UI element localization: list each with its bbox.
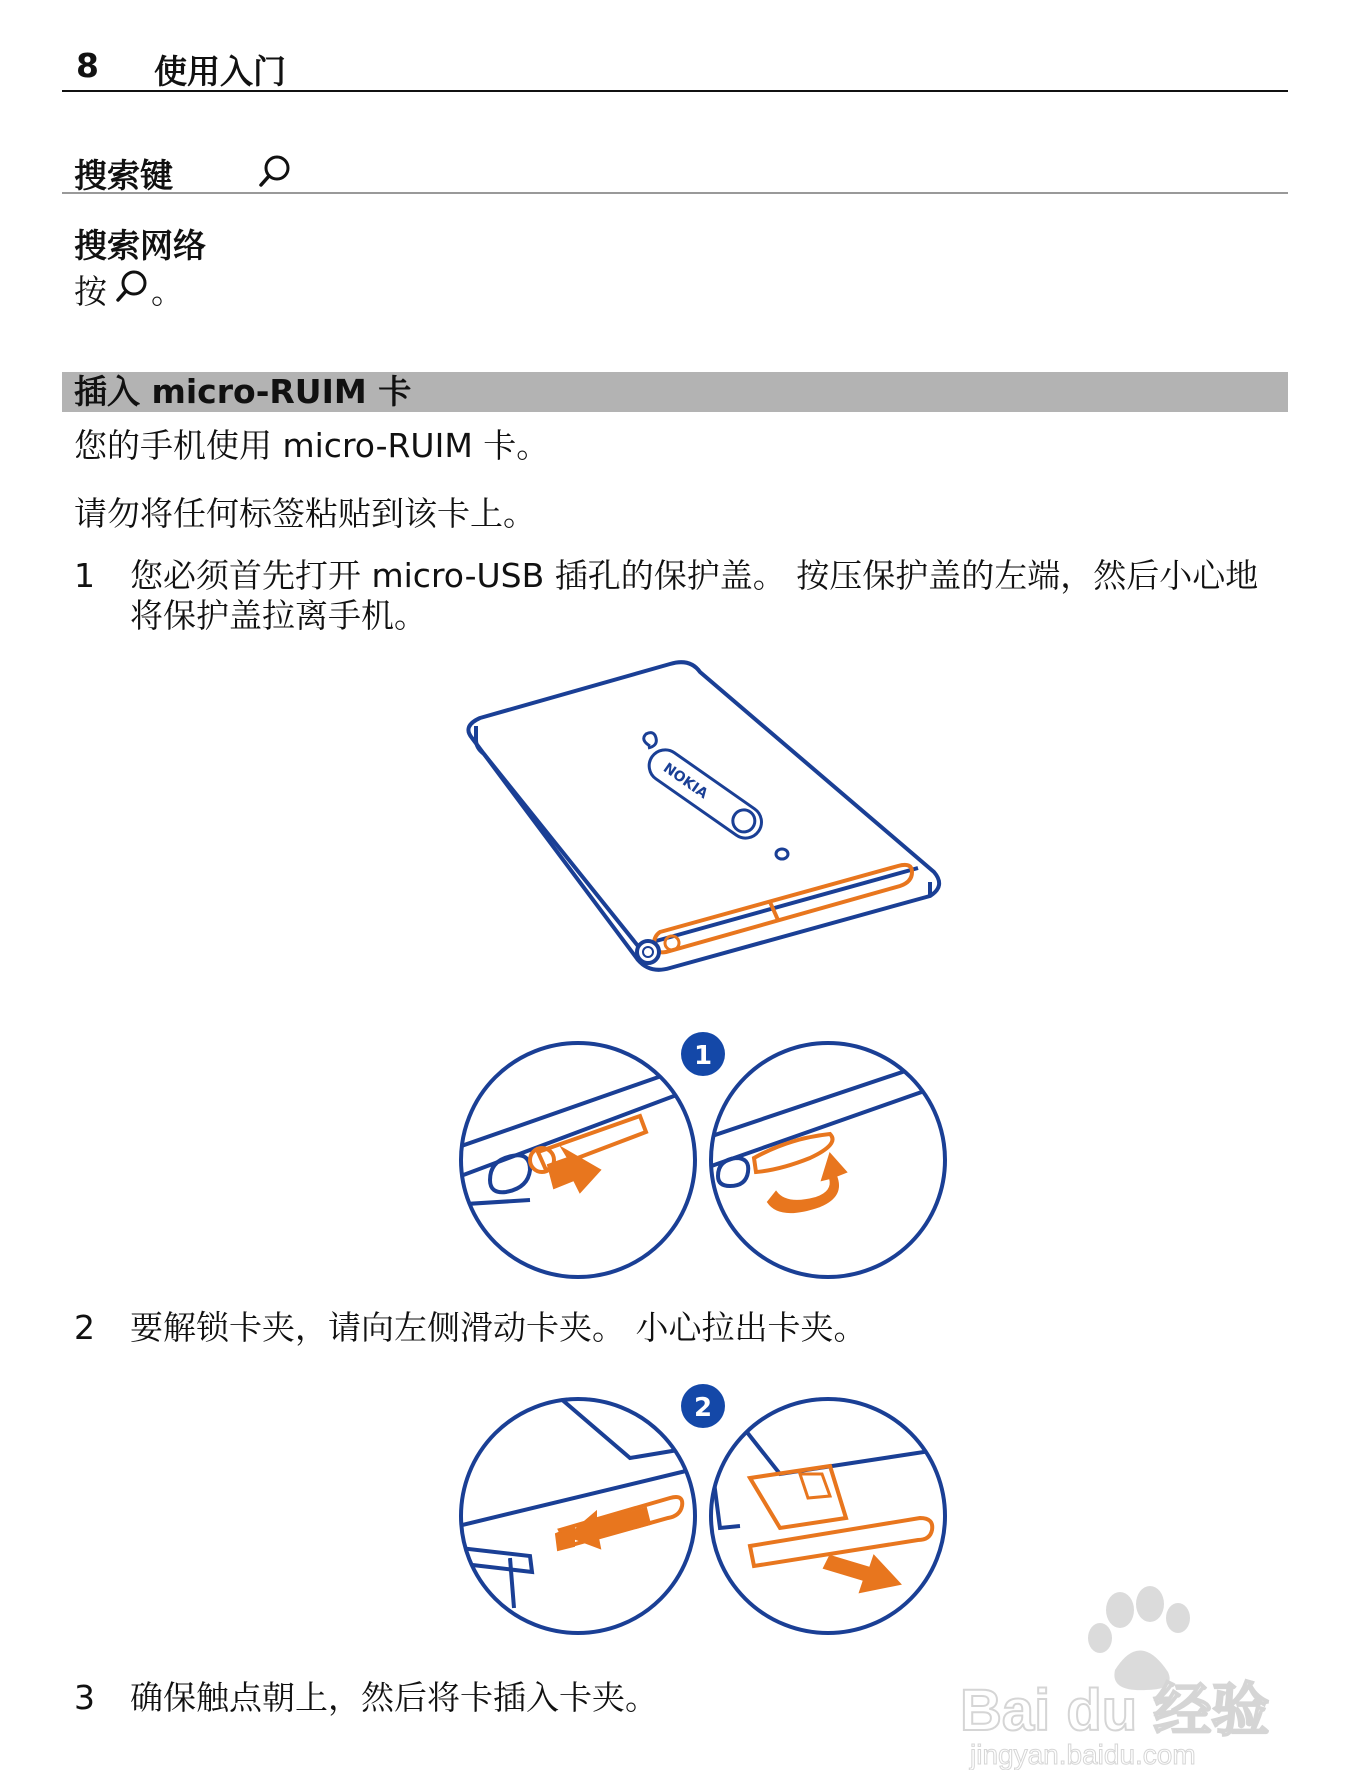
step-number: 3: [74, 1678, 95, 1717]
section-banner: [62, 372, 1288, 412]
step-text: 确保触点朝上，然后将卡插入卡夹。: [130, 1678, 658, 1717]
paragraph: 您的手机使用 micro-RUIM 卡。: [74, 426, 550, 465]
search-key-section: [62, 148, 1288, 194]
section-title: 插入 micro-RUIM 卡: [74, 372, 412, 411]
step-number: 1: [74, 556, 95, 595]
baidu-watermark: [940, 1580, 1280, 1770]
step-badge-2: 2: [693, 1393, 713, 1423]
phone-illustration: [460, 656, 950, 976]
search-web-instruction: [74, 266, 184, 310]
paragraph: 请勿将任何标签粘贴到该卡上。: [74, 494, 536, 533]
search-icon: [258, 154, 292, 192]
page-header: [62, 44, 1288, 92]
chapter-title: 使用入门: [154, 52, 286, 91]
search-web-title: 搜索网络: [74, 226, 206, 265]
step-text: 要解锁卡夹，请向左侧滑动卡夹。 小心拉出卡夹。: [130, 1308, 867, 1347]
page-number: 8: [76, 46, 99, 85]
watermark-brand: Bai du 经验: [960, 1678, 1270, 1743]
brand-label: NOKIA: [660, 760, 711, 803]
step-number: 2: [74, 1308, 95, 1347]
watermark-url: jingyan.baidu.com: [970, 1739, 1196, 1770]
search-icon: [115, 269, 149, 311]
step-text: 您必须首先打开 micro-USB 插孔的保护盖。 按压保护盖的左端，然后小心地将保护盖拉离手机。: [130, 556, 1259, 635]
step2-detail-illustration: [450, 1378, 960, 1640]
press-label: 按: [74, 272, 107, 311]
step-badge-1: 1: [693, 1041, 713, 1071]
search-key-title: 搜索键: [74, 156, 173, 195]
step1-detail-illustration: [450, 1020, 960, 1290]
period: 。: [151, 272, 184, 311]
